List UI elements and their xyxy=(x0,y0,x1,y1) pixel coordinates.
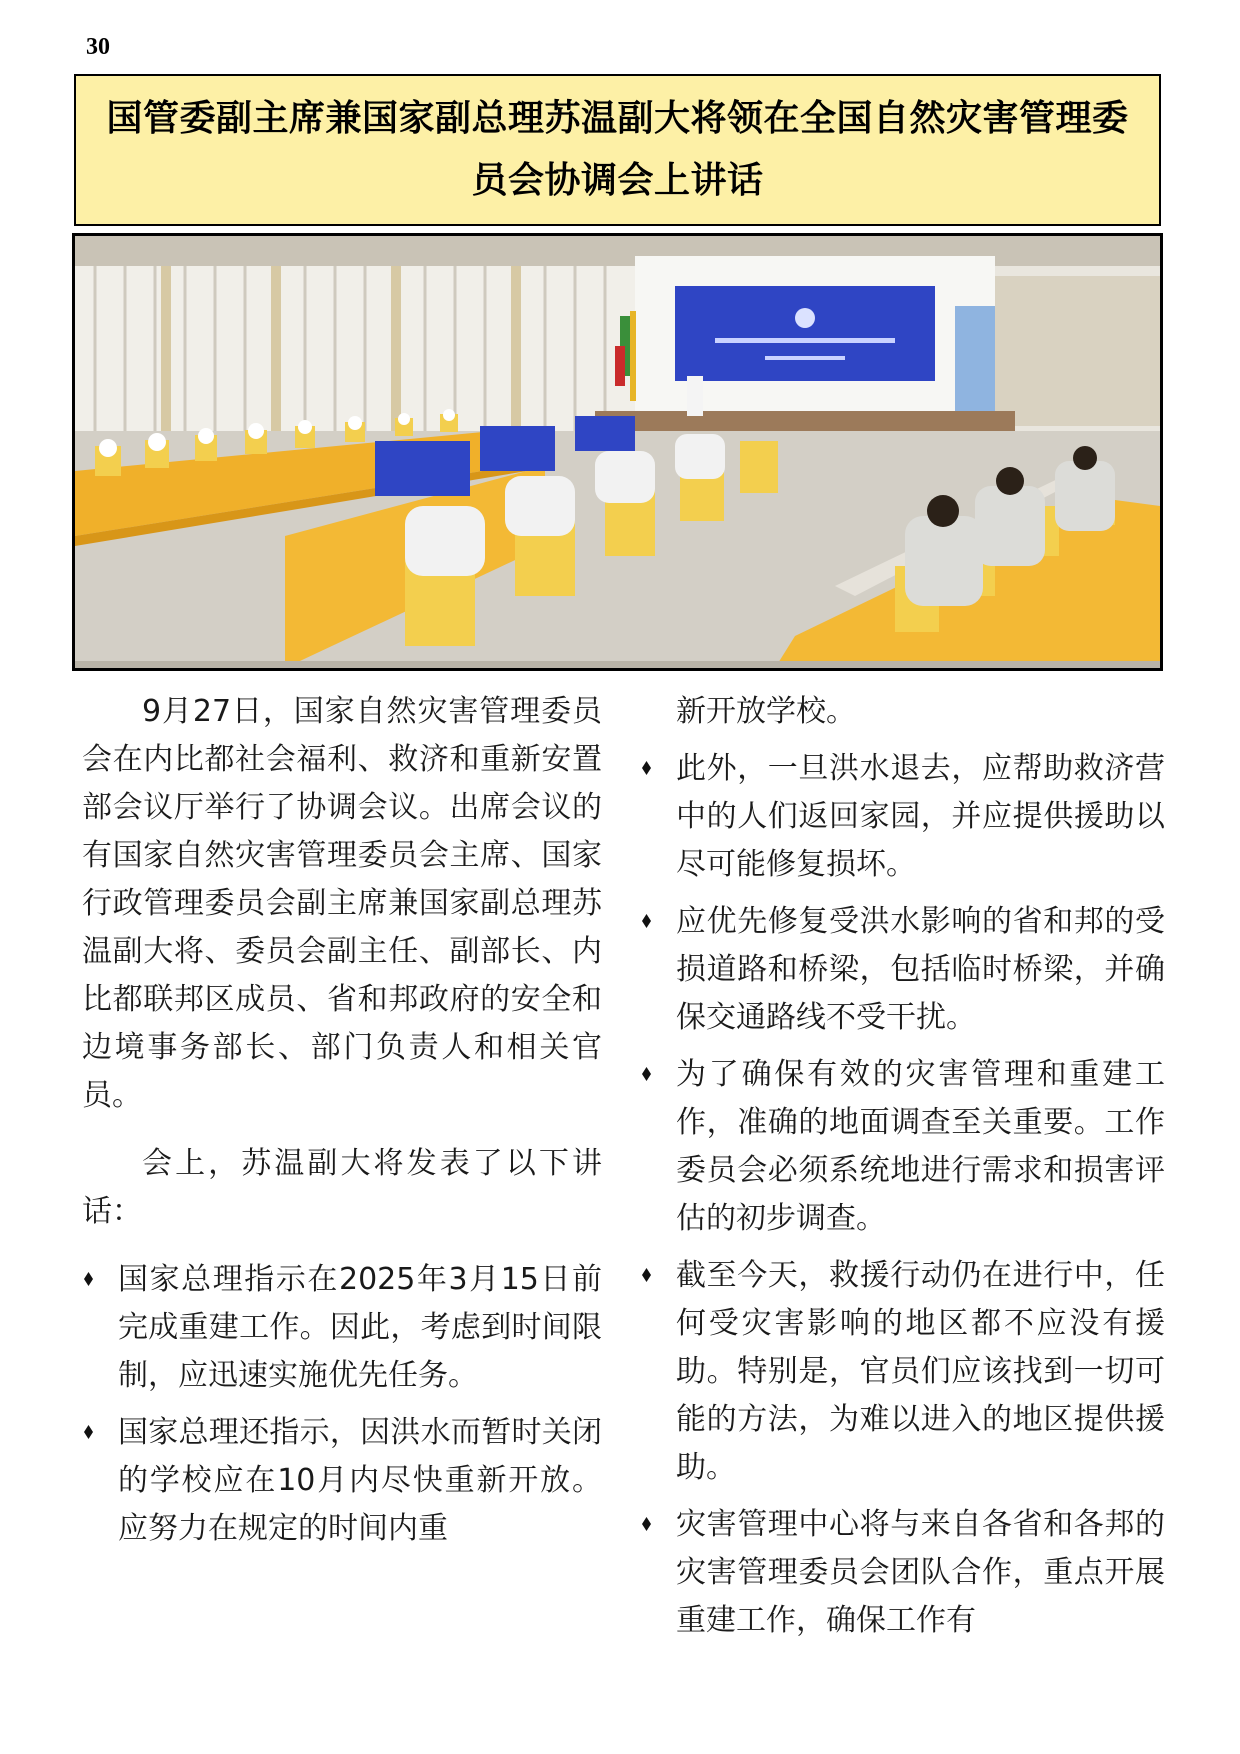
diamond-bullet-icon xyxy=(642,1517,651,1531)
meeting-photo-illustration xyxy=(75,236,1160,668)
list-item xyxy=(640,745,1165,889)
list-item-text: 截至今天，救援行动仍在进行中，任何受灾害影响的地区都不应没有援助。特别是，官员们应该找到一切可能的方法，为难以进入的地区提供援助。 xyxy=(676,1258,1165,1485)
list-item xyxy=(82,1256,602,1400)
curtains xyxy=(75,266,635,436)
list-item-text: 国家总理还指示，因洪水而暂时关闭的学校应在10月内尽快重新开放。应努力在规定的时间内重 xyxy=(118,1415,602,1546)
list-item-text: 此外，一旦洪水退去，应帮助救济营中的人们返回家园，并应提供援助以尽可能修复损坏。 xyxy=(676,751,1165,882)
article-paragraph: 会上，苏温副大将发表了以下讲话： xyxy=(82,1146,602,1229)
list-item-text: 为了确保有效的灾害管理和重建工作，准确的地面调查至关重要。工作委员会必须系统地进行需求和损害评估的初步调查。 xyxy=(676,1057,1165,1236)
page-number: 30 xyxy=(86,34,110,60)
diamond-bullet-icon xyxy=(84,1272,93,1286)
diamond-bullet-icon xyxy=(642,1067,651,1081)
article-column-left xyxy=(82,688,602,1562)
stage xyxy=(595,256,1160,431)
bullet-list-right xyxy=(640,745,1165,1645)
article-paragraph: 9月27日，国家自然灾害管理委员会在内比都社会福利、救济和重新安置部会议厅举行了协调会议。出席会议的有国家自然灾害管理委员会主席、国家行政管理委员会副主席兼国家副总理苏温副大将、委员会副主任、副部长、内比都联邦区成员、省和邦政府的安全和边境事务部长、部门负责人和相关官员。 xyxy=(82,694,602,1113)
list-item xyxy=(640,1051,1165,1243)
meeting-photo xyxy=(72,233,1163,671)
list-item-text: 国家总理指示在2025年3月15日前完成重建工作。因此，考虑到时间限制，应迅速实施优先任务。 xyxy=(118,1262,602,1393)
diamond-bullet-icon xyxy=(84,1425,93,1439)
article-column-right xyxy=(640,688,1165,1654)
list-item xyxy=(640,898,1165,1042)
diamond-bullet-icon xyxy=(642,1268,651,1282)
list-item-continued: 新开放学校。 xyxy=(676,694,856,729)
list-item xyxy=(640,1501,1165,1645)
list-item xyxy=(82,1409,602,1553)
diamond-bullet-icon xyxy=(642,914,651,928)
article-title: 国管委副主席兼国家副总理苏温副大将领在全国自然灾害管理委员会协调会上讲话 xyxy=(106,98,1129,201)
list-item-text: 灾害管理中心将与来自各省和各邦的灾害管理委员会团队合作，重点开展重建工作，确保工作有 xyxy=(676,1507,1165,1638)
article-title-box xyxy=(74,74,1161,226)
bullet-list-left xyxy=(82,1256,602,1553)
diamond-bullet-icon xyxy=(642,761,651,775)
list-item-text: 应优先修复受洪水影响的省和邦的受损道路和桥梁，包括临时桥梁，并确保交通路线不受干扰。 xyxy=(676,904,1165,1035)
list-item xyxy=(640,1252,1165,1492)
